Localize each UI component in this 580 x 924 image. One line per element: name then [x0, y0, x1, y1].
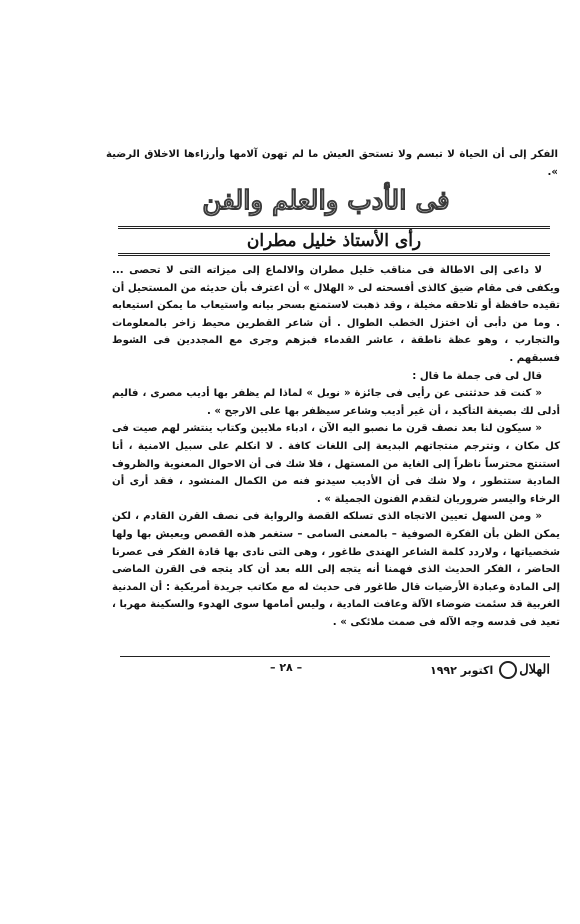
article-title-box: [118, 226, 550, 256]
body-paragraph: قال لى فى جملة ما قال :: [412, 370, 542, 382]
intro-paragraph: الفكر إلى أن الحياة لا تبسم ولا تستحق العيش ما لم تهون آلامها وأرزاءها الاخلاق الرضية ».: [106, 149, 558, 178]
page-footer: [120, 661, 550, 683]
article-body: [112, 262, 560, 631]
article-title: رأى الأستاذ خليل مطران: [246, 231, 422, 251]
footer-divider: [120, 656, 550, 657]
page-number: – ٢٨ –: [270, 661, 303, 674]
issue-date: اكتوبر ١٩٩٢: [430, 663, 494, 677]
body-paragraph: لا داعى إلى الاطالة فى مناقب خليل مطران والالماع إلى ميزاته التى لا تحصى ... ويكفى فى مقام ضيق كالذى أفسحته لى « الهلال » أن اعترف بأن حديثه من المستحيل أن تقيده حافظة أو تلاحقه مخيلة ، وقد ذهبت لاستمتع بسحر بيانه واستيعاب ما يمكن استيعابه . وما من دأبى أن اختزل الخطب الطوال . أن شاعر القطرين محيط زاخر بالمعلومات والتجارب ، وهو عظة ناطقة ، عاشر القدماء فبزهم وجرى مع المجددين فى الشوط فسبقهم .: [112, 265, 560, 364]
body-paragraph: « كنت قد حدثتنى عن رأيى فى جائزة « نوبل » لماذا لم يظفر بها أديب مصرى ، فاليم أدلى لك بصيغة التأكيد ، أن غير أديب وشاعر سيظفر بها على الارجح » .: [112, 388, 560, 417]
body-paragraph: « ومن السهل تعيين الاتجاه الذى تسلكه القصة والرواية فى نصف القرن القادم ، لكن يمكن الظن بأن الفكرة الصوفية – بالمعنى السامى – ستغمر هذه القصص ويعيش بها ولها شخصياتها ، ولاردد كلمة الشاعر الهندى طاغور ، وهى التى نادى بها قادة الفكر فى عصرنا الحاضر ، الفكر الحديث الذى فهمنا أنه يتجه إلى الله بعد أن كاد يتجه فى القرن الماضى إلى المادة وعبادة الأرضيات قال طاغور فى حديث له مع مكاتب جريدة أمريكية : أن المدنية الغربية قد سئمت ضوضاء الآلة وعافت المادية ، وليس أمامها سوى الهدوء والسكينة مهربا ، تعيد فى قدسه وجه الآله فى صمت ملائكى » .: [112, 511, 560, 628]
section-heading: فى الأدب والعلم والفن: [202, 186, 450, 216]
magazine-info: [430, 661, 550, 679]
body-paragraph: « سيكون لنا بعد نصف قرن ما نصبو اليه الآن ، ادباء ملايين وكتاب ينتشر لهم صيت فى كل مكان ، وتترجم منتجاتهم البديعة إلى اللغات كافة . لا انكلم على سبيل الامنية ، أنا استنتج محترساً ناظراً إلى الغاية من المستهل ، فلا شك فى أن الاحوال المعنوية والظروف المادية ستتطور ، ولا شك فى أن الأديب سيدنو فنه من الكمال المنشود ، فقد أرى أن الرخاء واليسر ضروريان لتقدم الفنون الجميلة » .: [112, 423, 560, 505]
crescent-logo-icon: [499, 661, 517, 679]
magazine-logo: الهلال: [499, 661, 550, 679]
